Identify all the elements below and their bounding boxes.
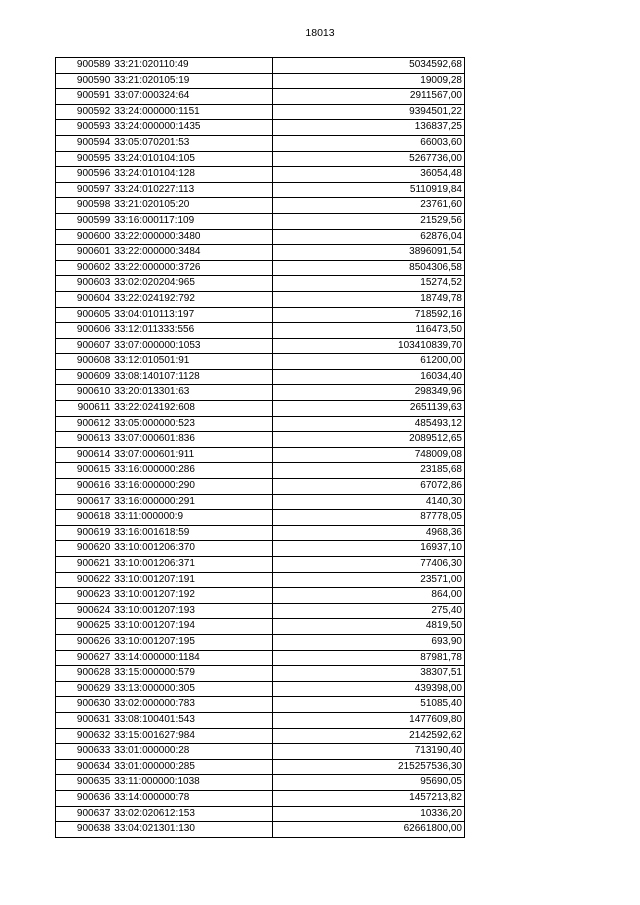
cadastral-value-cell: 5267736,00 (273, 151, 465, 167)
cadastral-number-cell: 33:24:010227:113 (112, 182, 272, 198)
row-id-cell: 900638 (56, 822, 113, 838)
table-row (56, 229, 465, 245)
row-id-cell: 900600 (56, 229, 113, 245)
cadastral-number-cell: 33:01:000000:28 (112, 744, 272, 760)
table-row (56, 775, 465, 791)
cadastral-number-cell: 33:10:001207:194 (112, 619, 272, 635)
cadastral-value-cell: 713190,40 (273, 744, 465, 760)
table-row (56, 572, 465, 588)
table-row (56, 432, 465, 448)
cadastral-value-cell: 4819,50 (273, 619, 465, 635)
table-row (56, 790, 465, 806)
row-id-cell: 900623 (56, 588, 113, 604)
table-row (56, 447, 465, 463)
table-row (56, 744, 465, 760)
row-id-cell: 900592 (56, 104, 113, 120)
table-row (56, 697, 465, 713)
table-row (56, 822, 465, 838)
cadastral-value-cell: 16937,10 (273, 541, 465, 557)
table-row (56, 510, 465, 526)
cadastral-value-cell: 136837,25 (273, 120, 465, 136)
cadastral-number-cell: 33:11:000000:1038 (112, 775, 272, 791)
table-row (56, 369, 465, 385)
cadastral-number-cell: 33:22:000000:3484 (112, 245, 272, 261)
table-row (56, 634, 465, 650)
table-row (56, 681, 465, 697)
row-id-cell: 900626 (56, 634, 113, 650)
cadastral-number-cell: 33:16:000000:286 (112, 463, 272, 479)
cadastral-number-cell: 33:22:024192:792 (112, 291, 272, 307)
row-id-cell: 900594 (56, 135, 113, 151)
row-id-cell: 900606 (56, 323, 113, 339)
cadastral-number-cell: 33:20:013301:63 (112, 385, 272, 401)
cadastral-number-cell: 33:11:000000:9 (112, 510, 272, 526)
table-body (56, 58, 465, 838)
row-id-cell: 900633 (56, 744, 113, 760)
cadastral-value-cell: 51085,40 (273, 697, 465, 713)
cadastral-number-cell: 33:08:100401:543 (112, 712, 272, 728)
cadastral-value-cell: 16034,40 (273, 369, 465, 385)
cadastral-number-cell: 33:12:011333:556 (112, 323, 272, 339)
cadastral-number-cell: 33:02:000000:783 (112, 697, 272, 713)
row-id-cell: 900602 (56, 260, 113, 276)
cadastral-value-cell: 62661800,00 (273, 822, 465, 838)
row-id-cell: 900629 (56, 681, 113, 697)
row-id-cell: 900595 (56, 151, 113, 167)
cadastral-value-cell: 693,90 (273, 634, 465, 650)
cadastral-value-cell: 5110919,84 (273, 182, 465, 198)
row-id-cell: 900590 (56, 73, 113, 89)
cadastral-value-cell: 864,00 (273, 588, 465, 604)
cadastral-value-cell: 18749,78 (273, 291, 465, 307)
cadastral-number-cell: 33:12:010501:91 (112, 354, 272, 370)
cadastral-value-cell: 2911567,00 (273, 89, 465, 105)
row-id-cell: 900632 (56, 728, 113, 744)
row-id-cell: 900615 (56, 463, 113, 479)
cadastral-number-cell: 33:01:000000:285 (112, 759, 272, 775)
cadastral-number-cell: 33:07:000601:911 (112, 447, 272, 463)
cadastral-value-cell: 87778,05 (273, 510, 465, 526)
cadastral-number-cell: 33:10:001207:192 (112, 588, 272, 604)
cadastral-number-cell: 33:02:020204:965 (112, 276, 272, 292)
row-id-cell: 900625 (56, 619, 113, 635)
row-id-cell: 900616 (56, 479, 113, 495)
cadastral-value-cell: 23761,60 (273, 198, 465, 214)
table-row (56, 135, 465, 151)
table-row (56, 151, 465, 167)
row-id-cell: 900624 (56, 603, 113, 619)
cadastral-number-cell: 33:02:020612:153 (112, 806, 272, 822)
cadastral-number-cell: 33:10:001206:371 (112, 557, 272, 573)
cadastral-value-cell: 9394501,22 (273, 104, 465, 120)
table-row (56, 73, 465, 89)
cadastral-value-cell: 1457213,82 (273, 790, 465, 806)
row-id-cell: 900617 (56, 494, 113, 510)
cadastral-value-cell: 8504306,58 (273, 260, 465, 276)
table-row (56, 354, 465, 370)
table-row (56, 167, 465, 183)
cadastral-value-cell: 36054,48 (273, 167, 465, 183)
row-id-cell: 900603 (56, 276, 113, 292)
row-id-cell: 900597 (56, 182, 113, 198)
cadastral-number-cell: 33:07:000324:64 (112, 89, 272, 105)
table-row (56, 338, 465, 354)
table-row (56, 58, 465, 74)
row-id-cell: 900598 (56, 198, 113, 214)
cadastral-number-cell: 33:21:020105:20 (112, 198, 272, 214)
cadastral-value-cell: 1477609,80 (273, 712, 465, 728)
table-row (56, 401, 465, 417)
cadastral-number-cell: 33:15:000000:579 (112, 666, 272, 682)
row-id-cell: 900621 (56, 557, 113, 573)
cadastral-value-cell: 5034592,68 (273, 58, 465, 74)
cadastral-value-cell: 2089512,65 (273, 432, 465, 448)
cadastral-value-cell: 485493,12 (273, 416, 465, 432)
cadastral-value-cell: 215257536,30 (273, 759, 465, 775)
cadastral-number-cell: 33:08:140107:1128 (112, 369, 272, 385)
cadastral-value-cell: 19009,28 (273, 73, 465, 89)
table-row (56, 385, 465, 401)
row-id-cell: 900609 (56, 369, 113, 385)
row-id-cell: 900608 (56, 354, 113, 370)
cadastral-number-cell: 33:04:010113:197 (112, 307, 272, 323)
row-id-cell: 900622 (56, 572, 113, 588)
cadastral-number-cell: 33:24:000000:1435 (112, 120, 272, 136)
row-id-cell: 900637 (56, 806, 113, 822)
row-id-cell: 900630 (56, 697, 113, 713)
cadastral-number-cell: 33:10:001207:195 (112, 634, 272, 650)
table-row (56, 712, 465, 728)
row-id-cell: 900611 (56, 401, 113, 417)
cadastral-number-cell: 33:22:000000:3726 (112, 260, 272, 276)
table-row (56, 557, 465, 573)
row-id-cell: 900635 (56, 775, 113, 791)
cadastral-number-cell: 33:24:000000:1151 (112, 104, 272, 120)
cadastral-value-cell: 718592,16 (273, 307, 465, 323)
cadastral-value-cell: 103410839,70 (273, 338, 465, 354)
cadastral-number-cell: 33:04:021301:130 (112, 822, 272, 838)
table-row (56, 541, 465, 557)
row-id-cell: 900628 (56, 666, 113, 682)
table-row (56, 416, 465, 432)
cadastral-number-cell: 33:16:000000:290 (112, 479, 272, 495)
cadastral-value-cell: 15274,52 (273, 276, 465, 292)
cadastral-number-cell: 33:05:070201:53 (112, 135, 272, 151)
table-row (56, 650, 465, 666)
row-id-cell: 900599 (56, 213, 113, 229)
table-row (56, 479, 465, 495)
table-row (56, 759, 465, 775)
row-id-cell: 900634 (56, 759, 113, 775)
row-id-cell: 900631 (56, 712, 113, 728)
cadastral-value-cell: 4140,30 (273, 494, 465, 510)
cadastral-value-cell: 4968,36 (273, 525, 465, 541)
cadastral-value-cell: 62876,04 (273, 229, 465, 245)
table-row (56, 588, 465, 604)
table-row (56, 104, 465, 120)
cadastral-value-cell: 67072,86 (273, 479, 465, 495)
cadastral-value-cell: 275,40 (273, 603, 465, 619)
table-row (56, 603, 465, 619)
cadastral-number-cell: 33:13:000000:305 (112, 681, 272, 697)
cadastral-value-cell: 95690,05 (273, 775, 465, 791)
table-row (56, 525, 465, 541)
cadastral-number-cell: 33:22:024192:608 (112, 401, 272, 417)
cadastral-number-cell: 33:21:020110:49 (112, 58, 272, 74)
cadastral-value-cell: 77406,30 (273, 557, 465, 573)
row-id-cell: 900589 (56, 58, 113, 74)
cadastral-number-cell: 33:14:000000:78 (112, 790, 272, 806)
table-row (56, 89, 465, 105)
cadastral-value-cell: 116473,50 (273, 323, 465, 339)
cadastral-value-cell: 66003,60 (273, 135, 465, 151)
table-row (56, 307, 465, 323)
table-row (56, 260, 465, 276)
cadastral-number-cell: 33:22:000000:3480 (112, 229, 272, 245)
cadastral-number-cell: 33:24:010104:105 (112, 151, 272, 167)
cadastral-value-cell: 2142592,62 (273, 728, 465, 744)
cadastral-value-cell: 21529,56 (273, 213, 465, 229)
row-id-cell: 900636 (56, 790, 113, 806)
row-id-cell: 900591 (56, 89, 113, 105)
cadastral-value-cell: 298349,96 (273, 385, 465, 401)
cadastral-number-cell: 33:10:001207:193 (112, 603, 272, 619)
cadastral-value-cell: 38307,51 (273, 666, 465, 682)
row-id-cell: 900612 (56, 416, 113, 432)
cadastral-number-cell: 33:16:001618:59 (112, 525, 272, 541)
table-row (56, 494, 465, 510)
table-row (56, 619, 465, 635)
row-id-cell: 900593 (56, 120, 113, 136)
row-id-cell: 900618 (56, 510, 113, 526)
cadastral-number-cell: 33:07:000601:836 (112, 432, 272, 448)
cadastral-number-cell: 33:10:001207:191 (112, 572, 272, 588)
cadastral-number-cell: 33:15:001627:984 (112, 728, 272, 744)
table-row (56, 728, 465, 744)
cadastral-value-cell: 23571,00 (273, 572, 465, 588)
row-id-cell: 900614 (56, 447, 113, 463)
table-row (56, 276, 465, 292)
table-row (56, 666, 465, 682)
cadastral-value-cell: 3896091,54 (273, 245, 465, 261)
cadastral-number-cell: 33:16:000117:109 (112, 213, 272, 229)
cadastral-value-cell: 23185,68 (273, 463, 465, 479)
table-row (56, 463, 465, 479)
cadastral-number-cell: 33:05:000000:523 (112, 416, 272, 432)
row-id-cell: 900613 (56, 432, 113, 448)
page-number: 18013 (305, 27, 335, 39)
table-row (56, 323, 465, 339)
cadastral-value-cell: 87981,78 (273, 650, 465, 666)
row-id-cell: 900596 (56, 167, 113, 183)
cadastral-value-table (55, 57, 465, 838)
cadastral-number-cell: 33:14:000000:1184 (112, 650, 272, 666)
row-id-cell: 900601 (56, 245, 113, 261)
cadastral-number-cell: 33:10:001206:370 (112, 541, 272, 557)
cadastral-number-cell: 33:16:000000:291 (112, 494, 272, 510)
row-id-cell: 900604 (56, 291, 113, 307)
row-id-cell: 900605 (56, 307, 113, 323)
cadastral-value-cell: 10336,20 (273, 806, 465, 822)
cadastral-value-cell: 439398,00 (273, 681, 465, 697)
cadastral-number-cell: 33:07:000000:1053 (112, 338, 272, 354)
row-id-cell: 900619 (56, 525, 113, 541)
table-row (56, 245, 465, 261)
table-row (56, 120, 465, 136)
row-id-cell: 900627 (56, 650, 113, 666)
table-row (56, 291, 465, 307)
cadastral-value-cell: 61200,00 (273, 354, 465, 370)
row-id-cell: 900610 (56, 385, 113, 401)
cadastral-number-cell: 33:21:020105:19 (112, 73, 272, 89)
cadastral-number-cell: 33:24:010104:128 (112, 167, 272, 183)
table-row (56, 198, 465, 214)
cadastral-value-cell: 2651139,63 (273, 401, 465, 417)
row-id-cell: 900620 (56, 541, 113, 557)
table-row (56, 806, 465, 822)
cadastral-value-cell: 748009,08 (273, 447, 465, 463)
row-id-cell: 900607 (56, 338, 113, 354)
table-row (56, 182, 465, 198)
table-row (56, 213, 465, 229)
